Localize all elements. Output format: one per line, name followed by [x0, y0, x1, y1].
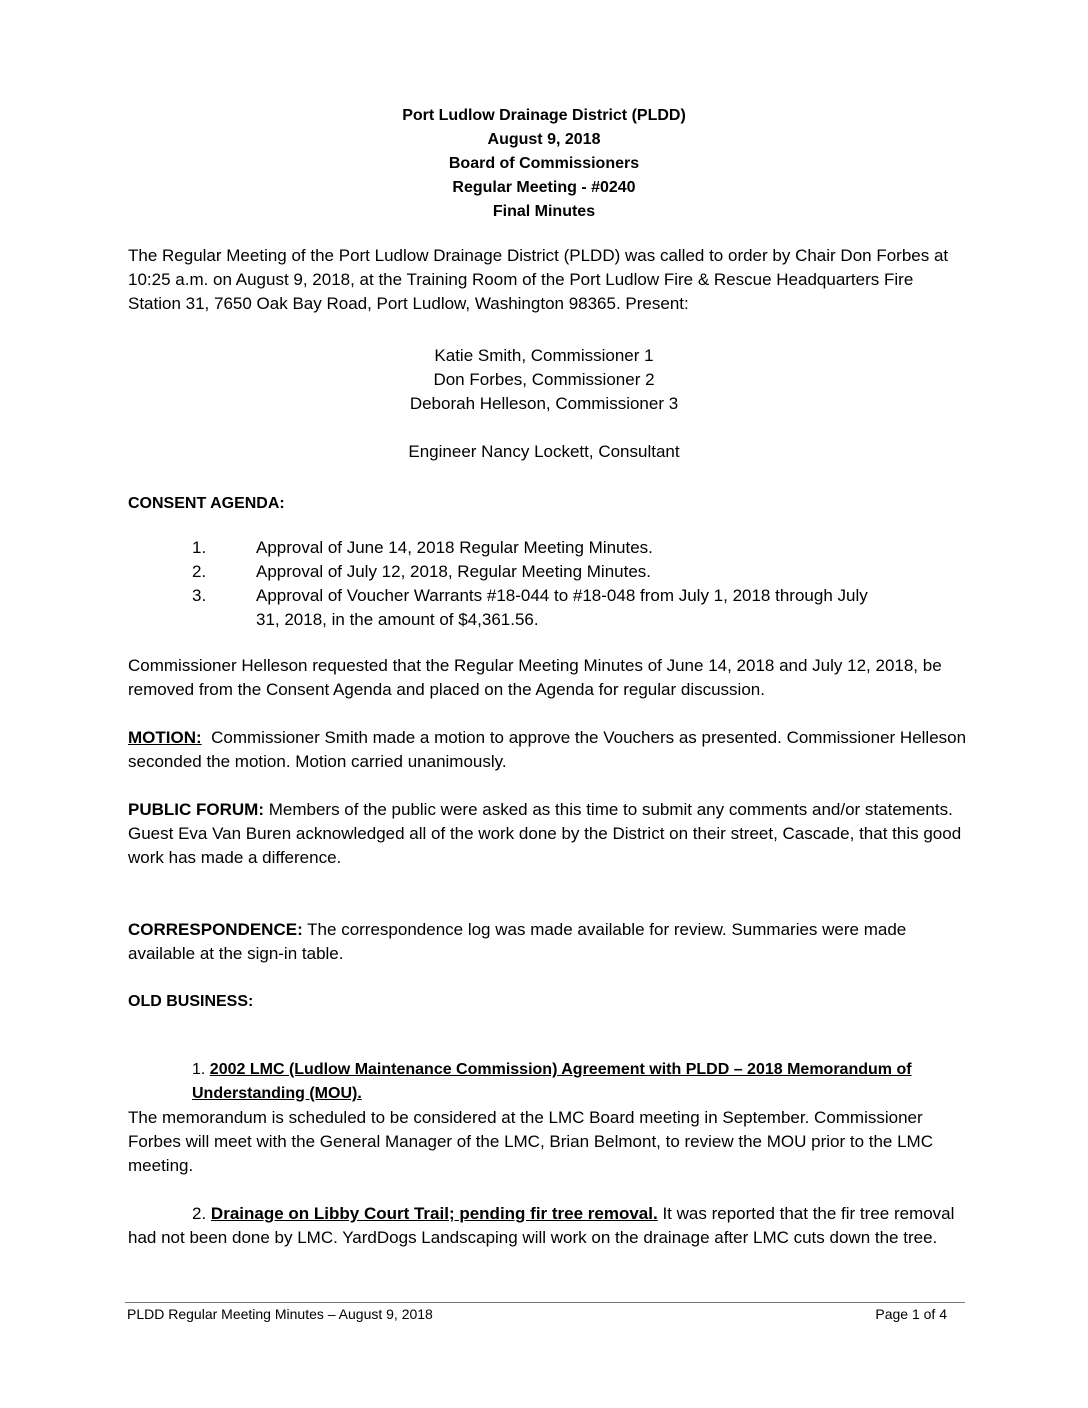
consent-agenda-list: [128, 536, 968, 632]
title-line-district: Port Ludlow Drainage District (PLDD): [402, 107, 686, 124]
old-business-item-2-text: It was reported that the fir tree removal had not been done by LMC. YardDogs Landscaping will work on the drainage after LMC cuts down the tree.: [128, 1204, 955, 1247]
consent-agenda-heading: CONSENT AGENDA:: [128, 495, 285, 512]
motion-text: Commissioner Smith made a motion to approve the Vouchers as presented. Commissioner Helleson seconded the motion. Motion carried unanimously.: [128, 728, 967, 771]
consent-item: [128, 536, 968, 560]
document-title: [0, 104, 1088, 224]
consent-item-text: Approval of July 12, 2018, Regular Meeting Minutes.: [256, 562, 652, 581]
footer-page-number: Page 1 of 4: [875, 1306, 947, 1322]
old-business-heading: OLD BUSINESS:: [128, 993, 254, 1010]
footer-left: PLDD Regular Meeting Minutes – August 9, 2018: [127, 1306, 433, 1322]
consent-item-text: Approval of June 14, 2018 Regular Meeting Minutes.: [256, 538, 653, 557]
old-business-item-1-heading: 2002 LMC (Ludlow Maintenance Commission) Agreement with PLDD – 2018 Memorandum of Understanding (MOU).: [192, 1061, 912, 1102]
old-business-item-1-text: The memorandum is scheduled to be considered at the LMC Board meeting in September. Commissioner Forbes will meet with the General Manager of the LMC, Brian Belmont, to review the MOU prior to the LMC meeting.: [128, 1108, 933, 1175]
title-line-meeting: Regular Meeting - #0240: [452, 179, 636, 196]
intro-paragraph: The Regular Meeting of the Port Ludlow Drainage District (PLDD) was called to order by Chair Don Forbes at 10:25 a.m. on August 9, 2018, at the Training Room of the Port Ludlow Fire & Rescue Headquarters Fire Station 31, 7650 Oak Bay Road, Port Ludlow, Washington 98365. Present:: [128, 246, 949, 313]
consent-item: [128, 560, 968, 584]
old-business-item-1-title: [192, 1058, 972, 1106]
attendee-engineer: Engineer Nancy Lockett, Consultant: [408, 442, 680, 461]
consent-note: Commissioner Helleson requested that the Regular Meeting Minutes of June 14, 2018 and July 12, 2018, be removed from the Consent Agenda and placed on the Agenda for regular discussion.: [128, 656, 942, 699]
attendee-list: [0, 344, 1088, 416]
correspondence-label: CORRESPONDENCE:: [128, 920, 303, 939]
correspondence-text: The correspondence log was made available for review. Summaries were made available at the sign-in table.: [128, 920, 907, 963]
consent-item-number: 2.: [192, 562, 207, 581]
title-line-board: Board of Commissioners: [448, 155, 640, 172]
title-line-date: August 9, 2018: [487, 131, 601, 148]
public-forum-text: Members of the public were asked as this time to submit any comments and/or statements. Guest Eva Van Buren acknowledged all of the work done by the District on their street, Cascade, that this good work has made a difference.: [128, 800, 962, 867]
old-business-item-2: [128, 1202, 968, 1250]
old-business-item-2-number: 2.: [192, 1204, 207, 1223]
consent-item-number: 1.: [192, 538, 207, 557]
consent-item-number: 3.: [192, 586, 207, 605]
public-forum-label: PUBLIC FORUM:: [128, 800, 264, 819]
motion-paragraph: [128, 726, 968, 774]
correspondence-paragraph: [128, 918, 968, 966]
old-business-item-1-number: 1.: [192, 1061, 206, 1078]
old-business-item-2-heading: Drainage on Libby Court Trail; pending fir tree removal.: [210, 1204, 658, 1223]
footer-divider: [125, 1302, 965, 1303]
title-line-status: Final Minutes: [492, 203, 596, 220]
consent-item-text: Approval of Voucher Warrants #18-044 to #18-048 from July 1, 2018 through July 31, 2018, in the amount of $4,361.56.: [256, 586, 868, 629]
public-forum-paragraph: [128, 798, 968, 870]
attendee-commissioner-1: Katie Smith, Commissioner 1: [434, 346, 654, 365]
attendee-commissioner-3: Deborah Helleson, Commissioner 3: [409, 394, 679, 413]
consent-item: [128, 584, 968, 632]
motion-label: MOTION:: [128, 728, 202, 747]
attendee-commissioner-2: Don Forbes, Commissioner 2: [433, 370, 655, 389]
